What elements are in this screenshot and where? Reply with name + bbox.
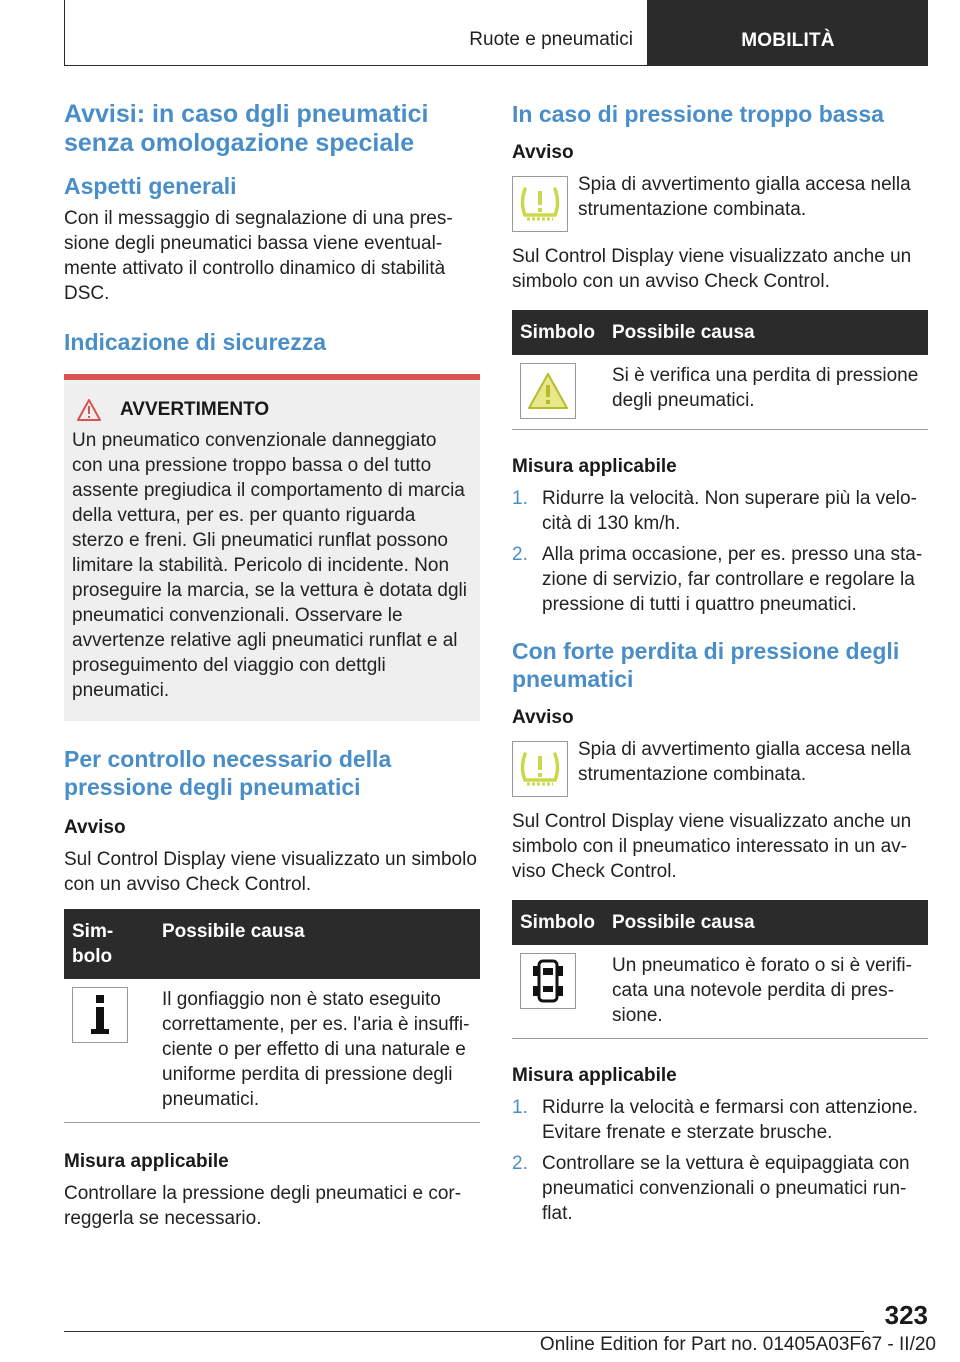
info-icon	[85, 993, 115, 1037]
warning-symbol-box	[520, 363, 576, 419]
right-column	[512, 100, 928, 1232]
tyre-pressure-warning-icon	[517, 748, 563, 790]
header-chapter-tab[interactable]: MOBILITÀ	[648, 0, 928, 66]
table-row	[512, 355, 928, 430]
step-text: Controllare se la vettura è equipaggiata con pneumatici convenzionali o pneumatici runflat.	[542, 1153, 910, 1224]
list-item	[512, 542, 928, 617]
avviso-label: Avviso	[64, 817, 126, 838]
table-cell-symbol	[64, 979, 154, 1123]
table-cell-cause: Si è verifica una perdita di pressione degli pneumatici.	[604, 355, 928, 430]
low-pressure-table	[512, 310, 928, 430]
step-text: Alla prima occasione, per es. presso una stazione di servizio, far controllare e regolare la pressione di tutti i quattro pneumatici.	[542, 544, 923, 615]
list-item	[512, 1151, 928, 1226]
heading-check-pressure: Per controllo necessario della pressione degli pneumatici	[64, 746, 392, 800]
low-lamp-text: Spia di avvertimento gialla accesa nella strumentazione combinata.	[578, 174, 911, 220]
warning-box	[64, 374, 480, 721]
strong-lamp-row	[512, 737, 928, 797]
car-flat-tyre-icon	[530, 958, 566, 1004]
table-header-cause: Possibile causa	[604, 900, 928, 945]
step-text: Ridurre la velocità. Non superare più la velocità di 130 km/h.	[542, 488, 917, 534]
low-lamp-row	[512, 172, 928, 232]
tyre-pressure-warning-icon	[517, 183, 563, 225]
table-header-symbol: Simbolo	[512, 310, 604, 355]
info-symbol-box	[72, 987, 128, 1043]
strong-measure-label: Misura applicabile	[512, 1065, 677, 1086]
table-cell-cause: Il gonfiaggio non è stato eseguito correttamente, per es. l'aria è insufficiente o per effetto di una naturale e uniforme perdita di pressione degli pneumatici.	[154, 979, 480, 1123]
table-header-cause: Possibile causa	[604, 310, 928, 355]
warning-triangle-icon	[76, 398, 102, 422]
footer-edition: Online Edition for Part no. 01405A03F67 - II/20	[539, 1334, 936, 1355]
yellow-warning-triangle-icon	[526, 371, 570, 411]
general-text: Con il messaggio di segnalazione di una pressione degli pneumatici bassa viene eventualmente attivato il controllo dinamico di stabilità DSC.	[64, 208, 453, 304]
strong-display-text: Sul Control Display viene visualizzato anche un simbolo con il pneumatico interessato in un avviso Check Control.	[512, 811, 912, 882]
heading-safety: Indicazione di sicurezza	[64, 329, 327, 355]
list-item	[512, 1095, 928, 1145]
table-cell-symbol	[512, 355, 604, 430]
strong-lamp-text: Spia di avvertimento gialla accesa nella strumentazione combinata.	[578, 739, 911, 785]
warning-text: Un pneumatico convenzionale danneggiato con una pressione troppo bassa o del tutto assente pregiudica il comportamento di marcia della vettura, per es. per quanto riguarda sterzo e freni. Gli pneumatici runflat possono limitare la stabilità. Pericolo di incidente. Non proseguire la marcia, se la vettura è dotata dgli pneumatici convenzionali. Osservare le avvertenze relative agli pneumatici runflat e al proseguimento del viaggio con dettgli pneumatici.	[72, 430, 467, 701]
heading-low-pressure: In caso di pressione troppo bassa	[512, 101, 884, 127]
step-number: 2.	[512, 544, 528, 565]
low-avviso-label: Avviso	[512, 142, 574, 163]
page-header	[64, 0, 928, 66]
table-header-cause: Possibile causa	[154, 909, 480, 979]
heading-strong-loss: Con forte perdita di pressione degli pneumatici	[512, 638, 900, 692]
section-title-tyre-warnings: Avvisi: in caso dgli pneumatici senza omologazione speciale	[64, 100, 429, 157]
table-cell-symbol	[512, 945, 604, 1039]
step-number: 2.	[512, 1153, 528, 1174]
header-section-title: Ruote e pneumatici	[64, 0, 648, 66]
page-number: 323	[884, 1300, 928, 1330]
table-header-row	[512, 310, 928, 355]
strong-measure-steps	[512, 1095, 928, 1226]
footer-divider	[64, 1331, 864, 1332]
warning-title-text: AVVERTIMENTO	[120, 399, 270, 420]
low-measure-label: Misura applicabile	[512, 456, 677, 477]
warning-title	[72, 398, 472, 422]
strong-loss-table	[512, 900, 928, 1039]
strong-avviso-label: Avviso	[512, 707, 574, 728]
step-text: Ridurre la velocità e fermarsi con attenzione. Evitare frenate e sterzate brusche.	[542, 1097, 918, 1143]
list-item	[512, 486, 928, 536]
table-cell-cause: Un pneumatico è forato o si è verificata una notevole perdita di pressione.	[604, 945, 928, 1039]
step-number: 1.	[512, 488, 528, 509]
table-header-symbol: Simbolo	[64, 909, 154, 979]
table-row	[512, 945, 928, 1039]
tyre-pressure-lamp-box	[512, 741, 568, 797]
car-tyre-symbol-box	[520, 953, 576, 1009]
measure-text: Controllare la pressione degli pneumatici e correggerla se necessario.	[64, 1183, 462, 1229]
check-pressure-table	[64, 909, 480, 1123]
low-measure-steps	[512, 486, 928, 617]
table-header-symbol: Simbolo	[512, 900, 604, 945]
left-column	[64, 100, 480, 1231]
step-number: 1.	[512, 1097, 528, 1118]
table-header-row	[512, 900, 928, 945]
table-header-row	[64, 909, 480, 979]
tyre-pressure-lamp-box	[512, 176, 568, 232]
low-display-text: Sul Control Display viene visualizzato anche un simbolo con un avviso Check Control.	[512, 246, 912, 292]
avviso-text: Sul Control Display viene visualizzato un simbolo con un avviso Check Control.	[64, 849, 477, 895]
heading-general: Aspetti generali	[64, 173, 237, 199]
measure-label: Misura applicabile	[64, 1151, 229, 1172]
table-row	[64, 979, 480, 1123]
